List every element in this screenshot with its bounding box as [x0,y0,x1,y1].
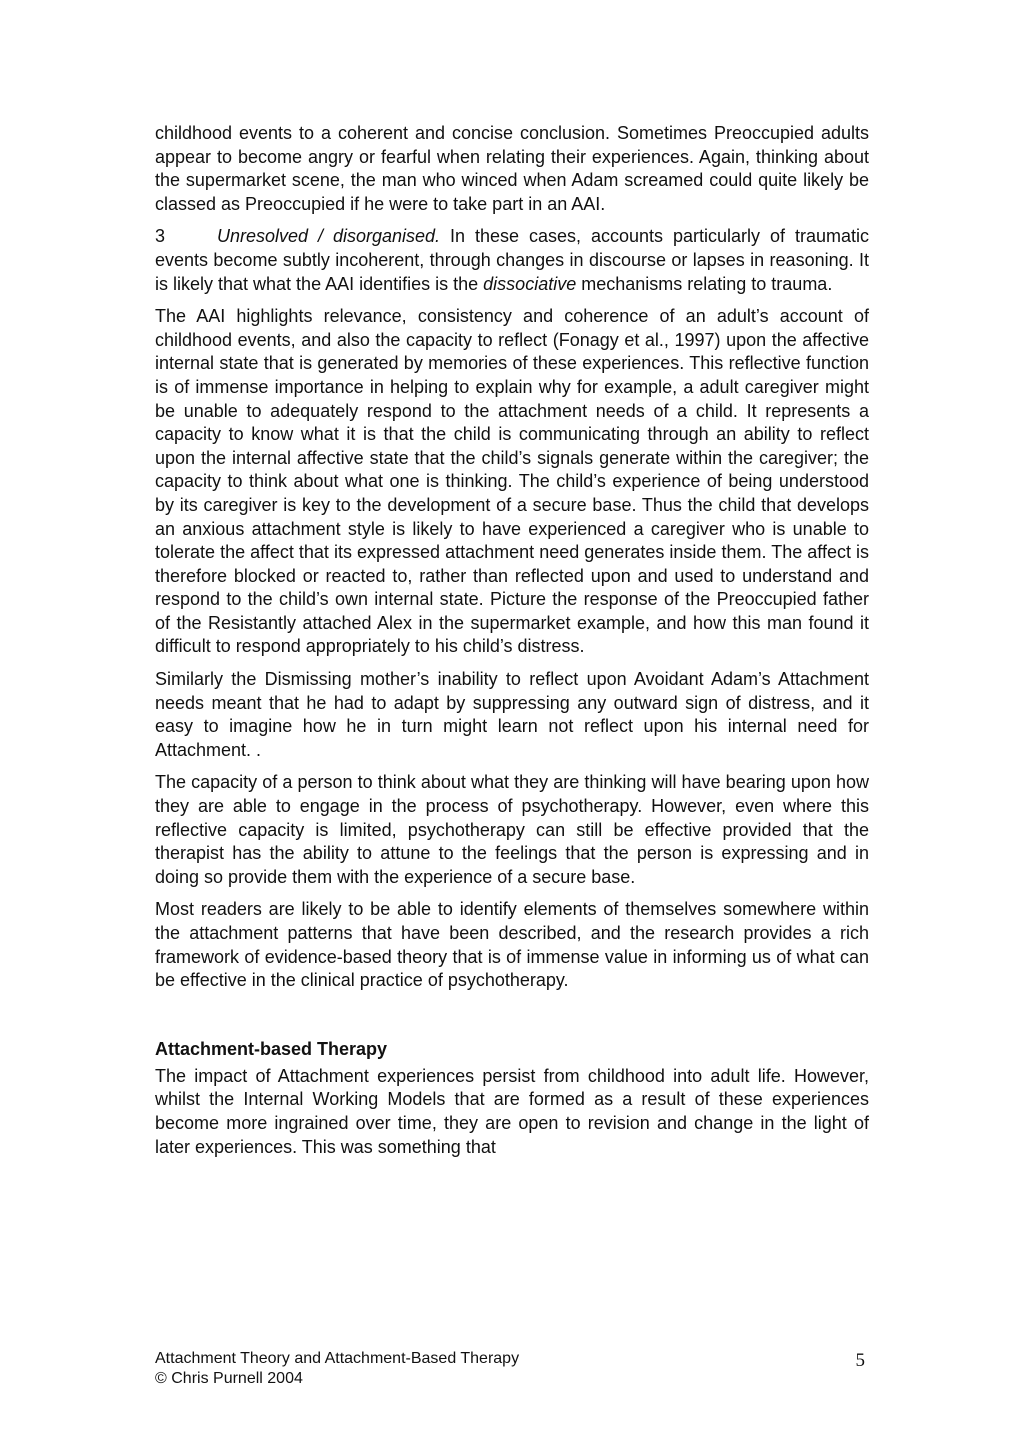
paragraph-attachment-based-therapy: The impact of Attachment experiences persist from childhood into adult life. However, whilst the Internal Working Models that are formed as a result of these experiences become more ingrained over time, they are open to revision and change in the light of later experiences. This was something that [155,1065,869,1157]
paragraph-preoccupied-continued: childhood events to a coherent and concise conclusion. Sometimes Preoccupied adults appear to become angry or fearful when relating their experiences. Again, thinking about the supermarket scene, the man who winced when Adam screamed could quite likely be classed as Preoccupied if he were to take part in an AAI. [155,123,869,214]
paragraph-unresolved-disorganised [155,225,869,296]
italic-term: dissociative [483,273,577,294]
paragraph-psychotherapy-capacity: The capacity of a person to think about what they are thinking will have bearing upon how they are able to engage in the process of psychotherapy. However, even where this reflective capacity is limited, psychotherapy can still be effective provided that the therapist has the ability to attune to the feelings that the person is expressing and in doing so provide them with the experience of a secure base. [155,772,869,887]
paragraph-aai-reflective-function: The AAI highlights relevance, consistency and coherence of an adult’s account of childhood events, and also the capacity to reflect (Fonagy et al., 1997) upon the affective internal state that is generated by memories of these experiences. This reflective function is of immense importance in helping to explain why for example, a adult caregiver might be unable to adequately respond to the attachment needs of a child. It represents a capacity to know what it is that the child is communicating through an ability to reflect upon the internal affective state that the child’s signals generate within the caregiver; the capacity to think about what one is thinking. The child’s experience of being understood by its caregiver is key to the development of a secure base. Thus the child that develops an anxious attachment style is likely to have experienced a caregiver who is unable to tolerate the affect that its expressed attachment need generates inside them. The affect is therefore blocked or reacted to, rather than reflected upon and used to understand and respond to the child’s own internal state. Picture the response of the Preoccupied father of the Resistantly attached Alex in the supermarket example, and how this man found it difficult to respond appropriately to his child’s distress. [155,306,869,657]
footer-copyright: © Chris Purnell 2004 [155,1370,303,1387]
page-footer [155,1349,869,1389]
paragraph-dismissing-mother: Similarly the Dismissing mother’s inability to reflect upon Avoidant Adam’s Attachment needs meant that he had to adapt by suppressing any outward sign of distress, and it easy to imagine how he in turn might learn not reflect upon his internal need for Attachment. . [155,669,869,760]
list-number: 3 [155,226,166,247]
category-label: Unresolved / disorganised. [217,226,441,247]
paragraph-text-segment: In these cases, accounts particularly of traumatic events become subtly incoherent, through changes in discourse or lapses in reasoning. It is likely that what the AAI identifies is the [155,226,870,294]
section-heading: Attachment-based Therapy [155,1038,388,1059]
paragraph-readers-identify: Most readers are likely to be able to identify elements of themselves somewhere within the attachment patterns that have been described, and the research provides a rich framework of evidence-based theory that is of immense value in informing us of what can be effective in the clinical practice of psychotherapy. [155,899,869,991]
page-number: 5 [855,1350,865,1371]
footer-title: Attachment Theory and Attachment-Based Therapy [155,1350,520,1367]
document-body [155,122,869,1168]
paragraph-text-segment: mechanisms relating to trauma. [576,273,833,294]
